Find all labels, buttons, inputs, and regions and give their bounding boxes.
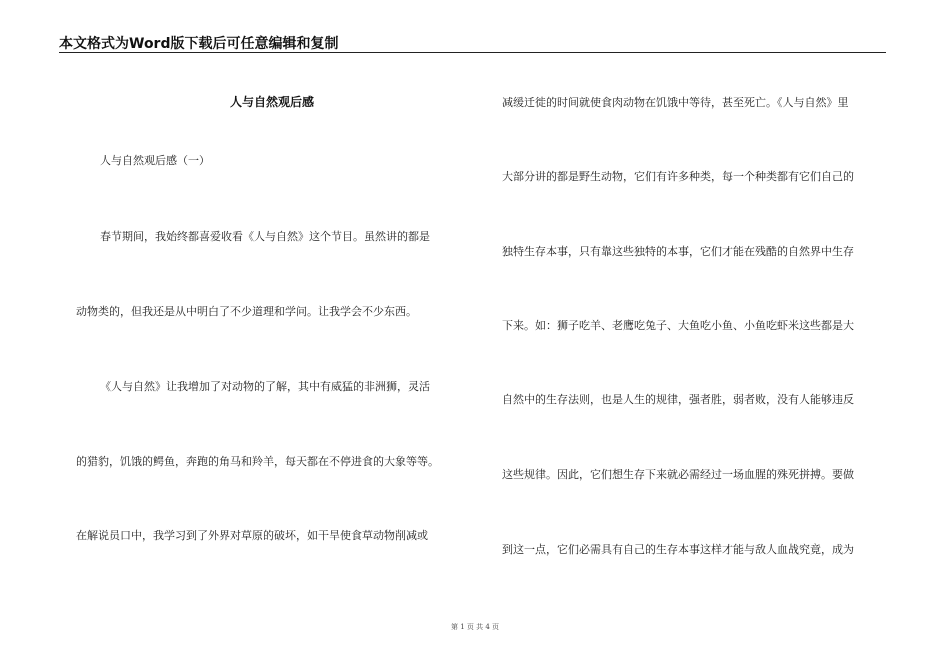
left-text-column bbox=[76, 0, 468, 672]
paragraph-line: 在解说员口中，我学习到了外界对草原的破坏，如干旱使食草动物削减或 bbox=[76, 529, 428, 542]
header-notice: 本文格式为Word版下载后可任意编辑和复制 bbox=[59, 36, 339, 52]
paragraph-line: 自然中的生存法则，也是人生的规律，强者胜，弱者败，没有人能够违反 bbox=[502, 393, 854, 406]
subtitle-line: 人与自然观后感（一） bbox=[100, 154, 210, 167]
paragraph-line: 独特生存本事，只有靠这些独特的本事，它们才能在残酷的自然界中生存 bbox=[502, 245, 854, 258]
paragraph-line: 的猎豹，饥饿的鳄鱼，奔跑的角马和羚羊，每天都在不停进食的大象等等。 bbox=[76, 455, 439, 468]
paragraph-line: 这些规律。因此，它们想生存下来就必需经过一场血腥的殊死拼搏。要做 bbox=[502, 468, 854, 481]
paragraph-line: 大部分讲的都是野生动物，它们有许多种类，每一个种类都有它们自己的 bbox=[502, 170, 854, 183]
document-title: 人与自然观后感 bbox=[229, 95, 314, 109]
paragraph-line: 下来。如：狮子吃羊、老鹰吃兔子、大鱼吃小鱼、小鱼吃虾米这些都是大 bbox=[502, 319, 854, 332]
paragraph-line: 春节期间，我始终都喜爱收看《人与自然》这个节目。虽然讲的都是 bbox=[100, 230, 430, 243]
paragraph-line: 减缓迁徙的时间就使食肉动物在饥饿中等待，甚至死亡。《人与自然》里 bbox=[502, 96, 849, 109]
right-text-column bbox=[502, 0, 890, 672]
paragraph-line: 动物类的，但我还是从中明白了不少道理和学问。让我学会不少东西。 bbox=[76, 305, 417, 318]
page-number-footer: 第 1 页 共 4 页 bbox=[450, 623, 500, 631]
paragraph-line: 到这一点，它们必需具有自己的生存本事这样才能与敌人血战究竟，成为 bbox=[502, 543, 854, 556]
paragraph-line: 《人与自然》让我增加了对动物的了解，其中有威猛的非洲狮，灵活 bbox=[100, 380, 430, 393]
